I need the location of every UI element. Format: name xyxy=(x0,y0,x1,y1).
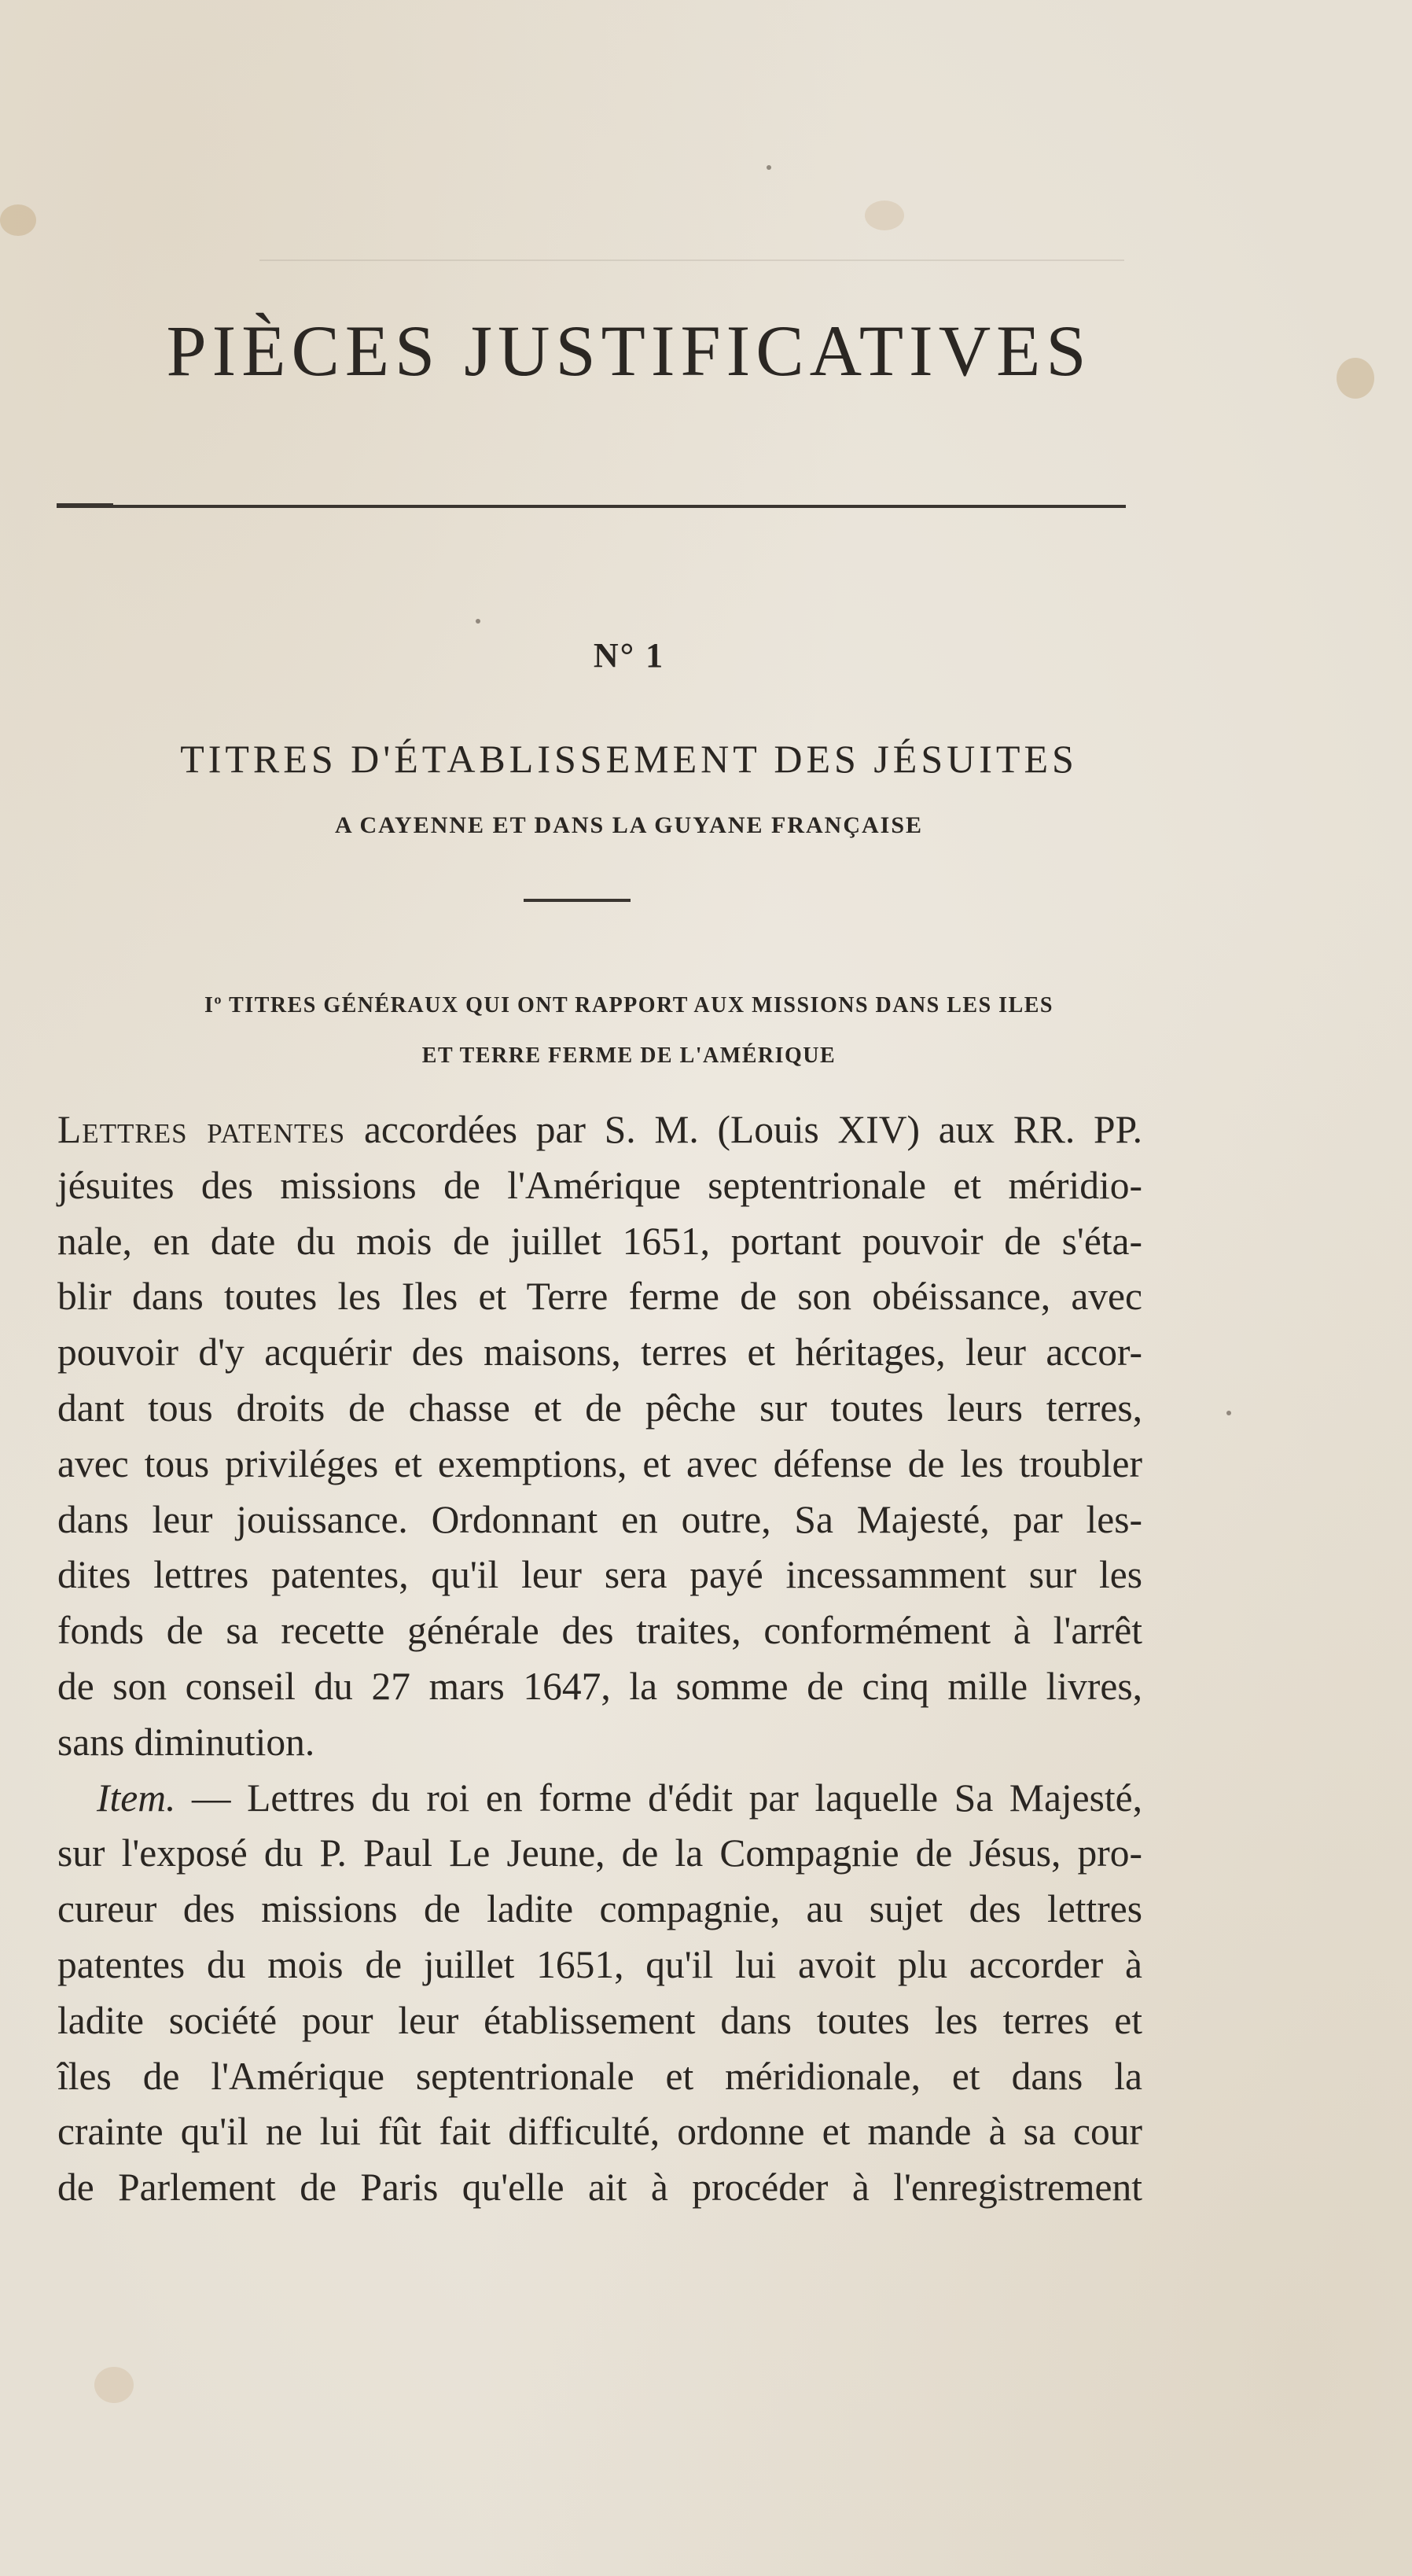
paper-stain xyxy=(865,201,904,230)
body-line: îles de l'Amérique septentrionale et méridionale, et dans la xyxy=(57,2054,1142,2098)
ink-speck xyxy=(1226,1411,1231,1415)
body-line: ladite société pour leur établissement dans toutes les terres et xyxy=(57,1998,1142,2042)
body-text xyxy=(57,1102,1142,2216)
line-text: accordées par S. M. (Louis XIV) aux RR. PP. xyxy=(345,1108,1142,1151)
paragraph-lead: Item. xyxy=(97,1776,176,1820)
short-divider xyxy=(524,899,631,902)
section-heading-line: ET TERRE FERME DE L'AMÉRIQUE xyxy=(421,1043,837,1068)
section-heading xyxy=(47,981,1211,1081)
body-line: nale, en date du mois de juillet 1651, portant pouvoir de s'éta- xyxy=(57,1219,1142,1263)
page-title: PIÈCES JUSTIFICATIVES xyxy=(166,311,1092,391)
faint-top-rule xyxy=(259,259,1124,261)
paragraph-lead: Lettres patentes xyxy=(57,1108,346,1151)
body-line: sur l'exposé du P. Paul Le Jeune, de la Compagnie de Jésus, pro- xyxy=(57,1831,1142,1875)
body-line: patentes du mois de juillet 1651, qu'il lui avoit plu accorder à xyxy=(57,1942,1142,1986)
paper-stain xyxy=(0,204,36,236)
body-line: cureur des missions de ladite compagnie, au sujet des lettres xyxy=(57,1887,1142,1931)
body-line: jésuites des missions de l'Amérique septentrionale et méridio- xyxy=(57,1163,1142,1207)
body-line: avec tous priviléges et exemptions, et avec défense de les troubler xyxy=(57,1441,1142,1485)
body-line: dites lettres patentes, qu'il leur sera payé incessamment sur les xyxy=(57,1553,1142,1597)
body-line xyxy=(57,1771,1142,1827)
body-line: dans leur jouissance. Ordonnant en outre, Sa Majesté, par les- xyxy=(57,1497,1142,1541)
body-line xyxy=(57,1102,1142,1158)
paper-stain xyxy=(94,2367,134,2403)
body-line: fonds de sa recette générale des traites, conformément à l'arrêt xyxy=(57,1609,1142,1653)
document-number: N° 1 xyxy=(593,636,665,675)
section-heading-line: Iº TITRES GÉNÉRAUX QUI ONT RAPPORT AUX MISSIONS DANS LES ILES xyxy=(204,993,1054,1018)
body-line: dant tous droits de chasse et de pêche sur toutes leurs terres, xyxy=(57,1386,1142,1430)
body-line: crainte qu'il ne lui fût fait difficulté, ordonne et mande à sa cour xyxy=(57,2110,1142,2154)
document-heading: TITRES D'ÉTABLISSEMENT DES JÉSUITES xyxy=(180,737,1078,781)
body-line: pouvoir d'y acquérir des maisons, terres et héritages, leur accor- xyxy=(57,1330,1142,1374)
ink-speck xyxy=(476,619,480,624)
body-line: de son conseil du 27 mars 1647, la somme de cinq mille livres, xyxy=(57,1664,1142,1708)
paper-stain xyxy=(1337,358,1374,399)
title-divider xyxy=(57,505,1126,508)
document-subheading: A CAYENNE ET DANS LA GUYANE FRANÇAISE xyxy=(334,812,924,838)
body-line: sans diminution. xyxy=(57,1720,315,1764)
body-line: blir dans toutes les Iles et Terre ferme de son obéissance, avec xyxy=(57,1275,1142,1319)
ink-speck xyxy=(767,165,771,170)
line-text: — Lettres du roi en forme d'édit par laquelle Sa Majesté, xyxy=(175,1776,1142,1820)
body-line: de Parlement de Paris qu'elle ait à procéder à l'enregistrement xyxy=(57,2166,1142,2210)
